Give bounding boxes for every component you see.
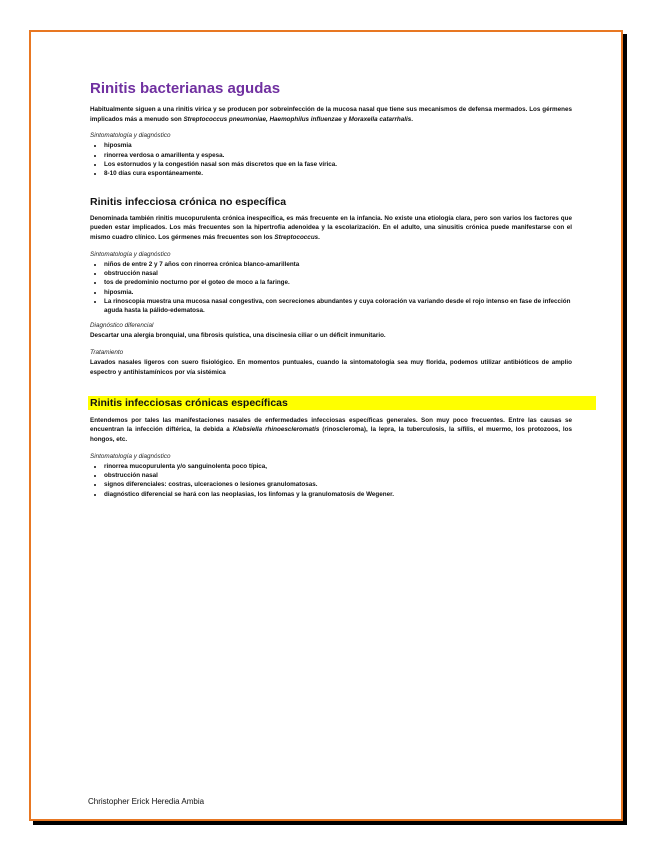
list-item: • La rinoscopia muestra una mucosa nasal congestiva, con secreciones abundantes y cuya coloración va variando desde el rojo intenso en fase de infección aguda hasta la pálido-edematosa. bbox=[104, 297, 572, 316]
text-segment: Streptococcus bbox=[274, 234, 319, 241]
list-item: • hiposmia. bbox=[104, 288, 572, 297]
section-2-treatment-text: Lavados nasales ligeros con suero fisiológico. En momentos puntuales, cuando la sintomatología sea muy florida, podemos utilizar antibióticos de amplio espectro y antihistamínicos por vía sistémica bbox=[90, 359, 572, 376]
section-2-treatment-heading: Tratamiento bbox=[90, 349, 124, 357]
section-3-subheading: Sintomatología y diagnóstico bbox=[90, 452, 171, 460]
author-footer: Christopher Erick Heredia Ambia bbox=[88, 797, 205, 806]
text-segment: (rinoscleroma), la lepra, la tuberculosis, la sífilis, el muermo, los protozoos, los hongos, etc. bbox=[90, 426, 572, 443]
section-1-subheading: Sintomatología y diagnóstico bbox=[90, 132, 171, 140]
text-segment: . bbox=[318, 234, 320, 241]
text-segment: Moraxella catarrhalis bbox=[348, 115, 412, 123]
list-item: • rinorrea mucopurulenta y/o sanguinolenta poco típica, bbox=[104, 462, 572, 471]
list-item: • obstrucción nasal bbox=[104, 269, 572, 278]
section-2-list bbox=[90, 260, 572, 316]
section-2-paragraph bbox=[90, 214, 572, 243]
text-segment: Streptococcus pneumoniae, Haemophilus influenzae bbox=[183, 115, 342, 123]
list-item: • tos de predominio nocturno por el goteo de moco a la faringe. bbox=[104, 278, 572, 287]
text-segment: Habitualmente siguen a una rinitis vírica y se producen por sobreinfección de la mucosa nasal que tiene sus mecanismos de defensa mermados. Los gérmenes implicados más a menudo son bbox=[90, 106, 572, 123]
section-1-title: Rinitis bacterianas agudas bbox=[90, 80, 281, 97]
list-item: • rinorrea verdosa o amarillenta y espesa. bbox=[104, 151, 572, 160]
section-2-title: Rinitis infecciosa crónica no específica bbox=[90, 195, 287, 208]
section-2-diff-text: Descartar una alergia bronquial, una fibrosis quística, una discinesia ciliar o un déficit inmunitario. bbox=[90, 332, 386, 340]
list-item: • niños de entre 2 y 7 años con rinorrea crónica blanco-amarillenta bbox=[104, 260, 572, 269]
text-segment: . bbox=[411, 115, 414, 123]
section-1-list bbox=[90, 141, 572, 178]
section-1-paragraph bbox=[90, 105, 572, 124]
section-3-paragraph bbox=[90, 416, 572, 445]
text-segment: Entendemos por tales las manifestaciones nasales de enfermedades infecciosas específicas generales. Son muy poco frecuentes. Entre las causas se encuentran la infección diftérica, la debida a bbox=[90, 416, 572, 434]
text-segment: Klebsiella rhinoescleromatis bbox=[232, 426, 320, 434]
text-segment: y bbox=[341, 115, 349, 123]
list-item: • diagnóstico diferencial se hará con las neoplasias, los linfomas y la granulomatosis de Wegener. bbox=[104, 490, 572, 499]
list-item: • 8-10 días cura espontáneamente. bbox=[104, 169, 572, 178]
list-item: • signos diferenciales: costras, ulceraciones o lesiones granulomatosas. bbox=[104, 480, 572, 489]
list-item: • Los estornudos y la congestión nasal son más discretos que en la fase vírica. bbox=[104, 160, 572, 169]
section-3-title: Rinitis infecciosas crónicas específicas bbox=[88, 396, 596, 410]
list-item: • hiposmia bbox=[104, 141, 572, 150]
section-2-subheading: Sintomatología y diagnóstico bbox=[90, 250, 171, 258]
section-2-diff-heading: Diagnóstico diferencial bbox=[90, 322, 154, 330]
document-body bbox=[58, 44, 572, 506]
section-3-list bbox=[90, 462, 572, 499]
list-item: • obstrucción nasal bbox=[104, 471, 572, 480]
text-segment: Denominada también rinitis mucopurulenta crónica inespecífica, es más frecuente en la infancia. No existe una etiología clara, pero son varios los factores que pueden estar implicados. Los más frecuentes son la hipertrofia adenoidea y la escolarización. En el adulto, una sinusitis crónica puede manifestarse con el mismo cuadro clínico. Los gérmenes más frecuentes son los bbox=[90, 214, 572, 241]
